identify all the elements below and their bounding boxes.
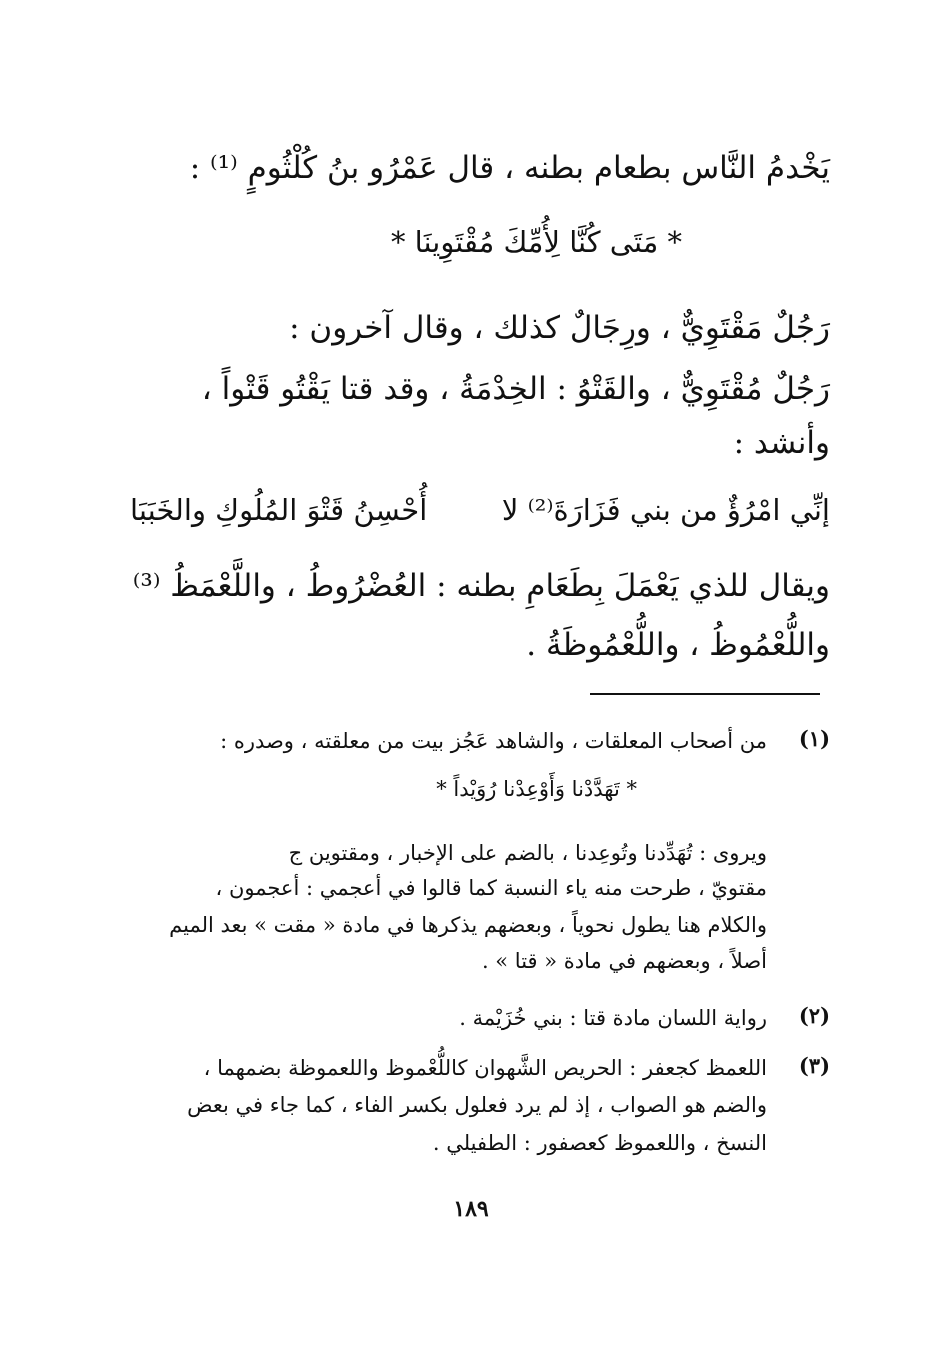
footnote-3-line-3: النسخ ، واللعموظ كعصفور : الطفيلي .: [432, 1131, 767, 1155]
footnote-1-line-6: أصلاً ، وبعضهم في مادة « قتا » .: [481, 949, 767, 973]
poem-hemistich: * مَتَى كُنَّا لِأُمِّكَ مُقْتَوِينَا *: [390, 225, 682, 259]
verse-second-hemistich: أُحْسِنُ قَتْوَ المُلُوكِ والخَبَبَا: [130, 493, 428, 527]
footnote-1-line-5: والكلام هنا يطول نحوياً ، وبعضهم يذكرها في مادة « مقت » بعد الميم: [169, 913, 767, 937]
footnote-3-line-1: اللعمظ كجعفر : الحريص الشَّهوان كاللُّعْموظ واللعموظة بضمهما ،: [203, 1056, 767, 1080]
page-number: ١٨٩: [453, 1196, 489, 1222]
footnote-2-number: (٢): [798, 1003, 830, 1028]
main-line-5: وأنشد :: [733, 425, 830, 461]
footnote-1-line-4: مقتويّ ، طرحت منه ياء النسبة كما قالوا في أعجمي : أعجمون ،: [215, 876, 767, 900]
main-line-4: رَجُلٌ مُقْتَوِيٌّ ، والقَتْوُ : الخِدْمَةُ ، وقد قتا يَقْتُو قَتْواً ،: [201, 371, 830, 407]
footnote-1-number: (١): [798, 726, 830, 751]
verse-first-hemistich: إنِّي امْرُؤٌ من بني فَزَارَةَ⁽²⁾ لا: [501, 493, 830, 527]
footnote-separator: [590, 693, 820, 695]
footnote-1-line-1: من أصحاب المعلقات ، والشاهد عَجُز بيت من معلقته ، وصدره :: [220, 729, 767, 753]
footnote-3-line-2: والضم هو الصواب ، إذ لم يرد فعلول بكسر الفاء ، كما جاء في بعض: [187, 1093, 767, 1117]
main-line-8: واللُّعْمُوظُ ، واللُّعْمُوظَةُ .: [526, 627, 830, 663]
footnote-2-line-1: رواية اللسان مادة قتا : بني خُزَيْمة .: [459, 1006, 767, 1030]
footnote-3-number: (٣): [798, 1053, 830, 1078]
main-line-1: يَخْدمُ النَّاس بطعام بطنه ، قال عَمْرُو بنُ كُلْثُومٍ ⁽¹⁾ :: [189, 150, 830, 186]
footnote-1-line-3: ويروى : تُهَدِّدنا وتُوعِدنا ، بالضم على الإخبار ، ومقتوين ج: [288, 841, 767, 865]
footnote-1-verse: * تَهَدَّدْنا وَأَوْعِدْنا رُوَيْداً *: [436, 777, 637, 801]
main-line-3: رَجُلٌ مَقْتَوِيٌّ ، ورِجَالٌ كذلك ، وقال آخرون :: [289, 310, 830, 346]
main-line-7: ويقال للذي يَعْمَلَ بِطَعَامِ بطنه : العُضْرُوطُ ، واللَّعْمَظُ ⁽³⁾: [132, 568, 830, 604]
